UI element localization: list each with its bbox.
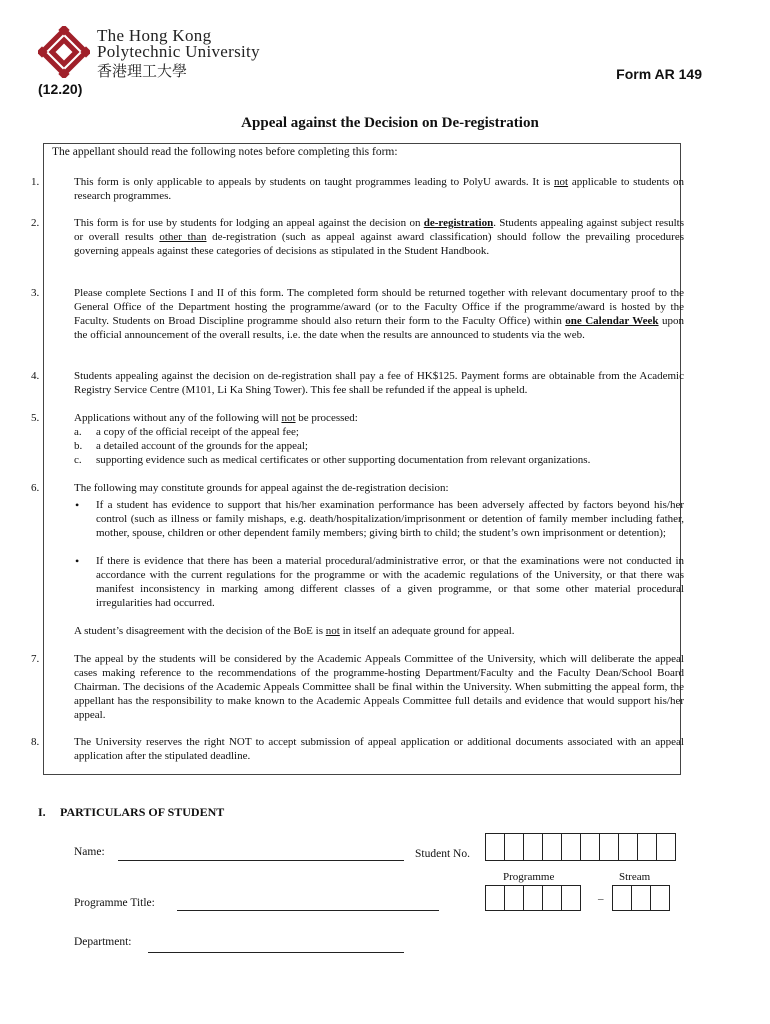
page-title: Appeal against the Decision on De-registration xyxy=(241,115,539,131)
digit-box[interactable] xyxy=(561,833,581,861)
note-text: The following may constitute grounds for appeal against the de-registration decision: xyxy=(74,482,449,494)
digit-box[interactable] xyxy=(561,885,581,911)
department-field[interactable] xyxy=(148,952,404,953)
note-number: 2. xyxy=(31,217,40,229)
digit-box[interactable] xyxy=(485,833,505,861)
note-text: The University reserves the right NOT to accept submission of appeal application or additional documents associated with an appeal application after the stipulated deadline. xyxy=(74,736,684,762)
bullet-icon: • xyxy=(75,554,80,568)
digit-box[interactable] xyxy=(523,833,543,861)
programme-title-field[interactable] xyxy=(177,910,439,911)
note-number: 8. xyxy=(31,736,40,748)
note-number: 3. xyxy=(31,287,40,299)
list-item: a. a copy of the official receipt of the appeal fee; xyxy=(74,426,299,438)
list-item: c. supporting evidence such as medical certificates or other supporting documentation from relevant organizations. xyxy=(74,454,591,466)
form-edition: (12.20) xyxy=(38,81,83,97)
code-separator: – xyxy=(598,893,604,905)
digit-box[interactable] xyxy=(631,885,651,911)
student-no-field[interactable] xyxy=(486,833,676,861)
note-number: 7. xyxy=(31,653,40,665)
university-name-chinese: 香港理工大學 xyxy=(97,64,188,80)
stream-code-label: Stream xyxy=(619,871,651,883)
digit-box[interactable] xyxy=(504,833,524,861)
note-number: 4. xyxy=(31,370,40,382)
note-text: Please complete Sections I and II of this form. The completed form should be returned together with relevant documentary proof to the General Office of the Department hosting the programme/award (or to the Faculty Office if the programme/award is hosted by the Faculty. Students on Broad Discipline programme should also return their form to the Faculty Office) within one Calendar Week upon the official announcement of the overall results, i.e. the date when the results are announced to students via the web. xyxy=(74,287,684,341)
digit-box[interactable] xyxy=(523,885,543,911)
note-number: 5. xyxy=(31,412,40,424)
digit-box[interactable] xyxy=(485,885,505,911)
digit-box[interactable] xyxy=(599,833,619,861)
bullet-icon: • xyxy=(75,498,80,512)
programme-code-field[interactable] xyxy=(486,885,581,911)
digit-box[interactable] xyxy=(618,833,638,861)
digit-box[interactable] xyxy=(542,885,562,911)
department-label: Department: xyxy=(74,936,132,948)
digit-box[interactable] xyxy=(656,833,676,861)
digit-box[interactable] xyxy=(612,885,632,911)
university-name-line1: The Hong Kong xyxy=(97,26,212,45)
note-text: Students appealing against the decision on de-registration shall pay a fee of HK$125. Payment forms are obtainable from the Academic Registry Service Centre (M101, Li Ka Shing Tower). This fee shall be refunded if the appeal is upheld. xyxy=(74,370,684,396)
note-text: This form is only applicable to appeals by students on taught programmes leading to PolyU awards. It is not applicable to students on research programmes. xyxy=(74,176,684,202)
university-name-line2: Polytechnic University xyxy=(97,42,260,61)
name-label: Name: xyxy=(74,846,105,858)
note-number: 1. xyxy=(31,176,40,188)
notes-intro: The appellant should read the following notes before completing this form: xyxy=(52,146,398,158)
list-item: b. a detailed account of the grounds for the appeal; xyxy=(74,440,308,452)
polyu-logo-icon xyxy=(38,26,90,78)
digit-box[interactable] xyxy=(650,885,670,911)
student-no-label: Student No. xyxy=(415,848,470,860)
note-number: 6. xyxy=(31,482,40,494)
programme-code-label: Programme xyxy=(503,871,555,883)
digit-box[interactable] xyxy=(637,833,657,861)
note-text: This form is for use by students for lodging an appeal against the decision on de-registration. Students appealing against subject results or overall results other than de-registration (such as appeal against award classification) should follow the prevailing procedures governing appeals against these categories of decisions as stipulated in the Student Handbook. xyxy=(74,217,684,257)
note-text: Applications without any of the following will not be processed: xyxy=(74,412,358,424)
name-field[interactable] xyxy=(118,860,404,861)
stream-code-field[interactable] xyxy=(613,885,670,911)
note-text: The appeal by the students will be considered by the Academic Appeals Committee of the University, which will deliberate the appeal cases making reference to the recommendations of the programme-hosting Department/Faculty and the Faculty Dean/School Board Chairman. The decisions of the Academic Appeals Committee shall be final within the University. When submitting the appeal form, the appellant has the responsibility to make known to the Academic Appeals Committee full details and evidence that would support his/her appeal. xyxy=(74,653,684,721)
digit-box[interactable] xyxy=(580,833,600,861)
digit-box[interactable] xyxy=(504,885,524,911)
section-heading: I. PARTICULARS OF STUDENT xyxy=(38,805,225,819)
programme-title-label: Programme Title: xyxy=(74,897,155,909)
form-number: Form AR 149 xyxy=(616,66,702,82)
digit-box[interactable] xyxy=(542,833,562,861)
